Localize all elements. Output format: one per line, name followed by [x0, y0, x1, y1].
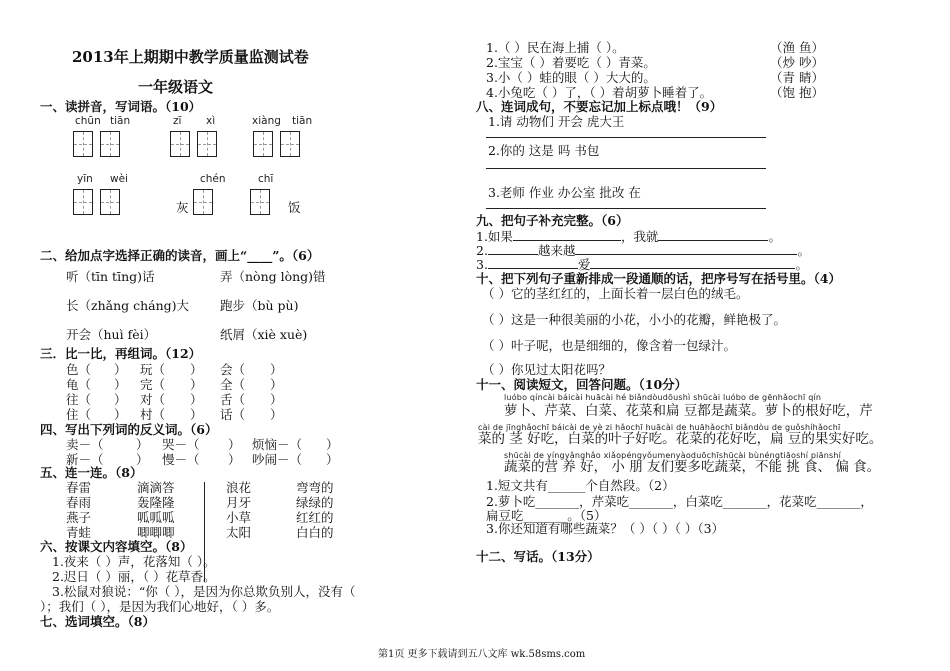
page-title: 2013年上期期中教学质量监测试卷 — [72, 48, 309, 66]
choice-sentence: 2.宝宝（ ）着要吃（ ）青菜。 — [486, 55, 656, 70]
choice-words: （饱 抱） — [770, 85, 824, 100]
choice-words: （青 睛） — [770, 70, 824, 85]
match-item[interactable]: 弯弯的 — [296, 480, 334, 495]
writing-grid[interactable] — [197, 131, 217, 157]
word-cell: 村（ — [140, 407, 166, 422]
match-item[interactable]: 燕子 — [66, 510, 92, 525]
pinyin: xiàng — [252, 115, 281, 127]
fill-line: 1.夜来（ ）声，花落知（ ）。 — [52, 554, 216, 569]
match-item[interactable]: 春雨 — [66, 495, 92, 510]
pinyin: zī — [173, 115, 182, 127]
blank[interactable] — [513, 229, 621, 241]
section-1-heading: 一、读拼音，写词语。（10） — [40, 99, 202, 114]
antonym-item: ） — [136, 437, 149, 452]
writing-grid[interactable] — [170, 131, 190, 157]
antonym-item: 吵闹－（ — [252, 452, 303, 467]
pinyin: tiān — [292, 115, 313, 127]
word-cell: 玩（ — [140, 362, 166, 377]
writing-grid[interactable] — [193, 189, 213, 215]
section-8-heading: 八、连词成句，不要忘记加上标点哦！（9） — [476, 99, 723, 114]
antonym-item: 烦恼－（ — [252, 437, 303, 452]
word-cell: ） — [270, 407, 283, 422]
match-item[interactable]: 滴滴答 — [137, 480, 175, 495]
antonym-item: ） — [136, 452, 149, 467]
pinyin: tiān — [110, 115, 131, 127]
pinyin: wèi — [110, 173, 128, 185]
page-subtitle: 一年级语文 — [138, 78, 214, 96]
word-cell: 住（ — [66, 407, 92, 422]
word-cell: 对（ — [140, 392, 166, 407]
question-2-cont: 扁豆吃_______。（5） — [486, 508, 607, 523]
word-cell: 舌（ — [220, 392, 246, 407]
match-item[interactable]: 呱呱呱 — [137, 510, 175, 525]
word-cell: 色（ — [66, 362, 92, 377]
match-item[interactable]: 绿绿的 — [296, 495, 334, 510]
antonym-item: 哭－（ — [162, 437, 200, 452]
writing-grid[interactable] — [100, 131, 120, 157]
reading-choice[interactable]: 开会（huì fèi） — [66, 327, 157, 342]
page-footer: 第1页 更多下载请到五八文库 wk.58sms.com — [378, 649, 586, 660]
section-5-heading: 五、连一连。（8） — [40, 465, 143, 480]
answer-line — [486, 168, 766, 169]
section-6-heading: 六、按课文内容填空。（8） — [40, 539, 193, 554]
match-item[interactable]: 轰隆隆 — [137, 495, 175, 510]
pinyin-line: luóbo qíncài báicài huācài hé biǎndòudōushì shūcài luóbo de gēnhǎochī qín — [504, 393, 822, 402]
word-cell: ） — [114, 362, 127, 377]
word-cell: 话（ — [220, 407, 246, 422]
word-group: 1.请 动物们 开会 虎大王 — [488, 114, 625, 129]
match-item[interactable]: 唧唧唧 — [137, 525, 175, 540]
fill-line: 3.松鼠对狼说：“你（ ），是因为你总欺负别人，没有（ — [52, 584, 356, 599]
writing-grid[interactable] — [250, 189, 270, 215]
word-cell: ） — [270, 362, 283, 377]
order-sentence: （ ）它的茎红红的，上面长着一层白色的绒毛。 — [482, 286, 749, 301]
writing-grid[interactable] — [280, 131, 300, 157]
question-3: 3.你还知道有哪些蔬菜？（ ）（ ）（ ）（3） — [486, 521, 725, 536]
antonym-item: ） — [228, 437, 241, 452]
word-cell: ） — [190, 407, 203, 422]
pinyin: yīn — [77, 173, 93, 185]
antonym-item: ） — [326, 437, 339, 452]
word-cell: ） — [190, 362, 203, 377]
section-12-heading: 十二、写话。（13分） — [476, 549, 600, 564]
question-2: 2.萝卜吃_______，芹菜吃_______，白菜吃_______，花菜吃_______， — [486, 494, 873, 509]
word-cell: 全（ — [220, 377, 246, 392]
text: 。 — [768, 229, 781, 244]
passage-line: 蔬菜的营 养 好， 小 朋 友们要多吃蔬菜，不能 挑 食、 偏 食。 — [504, 459, 881, 475]
text: 越来越 — [537, 243, 576, 258]
match-item[interactable]: 白白的 — [296, 525, 334, 540]
given-char-hui: 灰 — [176, 200, 189, 215]
match-item[interactable]: 月牙 — [226, 495, 252, 510]
question-1: 1.短文共有______个自然段。（2） — [486, 478, 675, 493]
section-4-heading: 四、写出下列词的反义词。（6） — [40, 422, 218, 437]
section-2-heading: 二、给加点字选择正确的读音，画上“____”。（6） — [40, 248, 320, 263]
word-cell: ） — [270, 377, 283, 392]
match-item[interactable]: 小草 — [226, 510, 252, 525]
passage-line: 萝卜、芹菜、白菜、花菜和扁 豆都是蔬菜。萝卜的根好吃，芹 — [504, 403, 873, 419]
reading-choice[interactable]: 听（tīn tīng)话 — [66, 269, 155, 284]
passage-line: 菜的 茎 好吃，白菜的叶子好吃。花菜的花好吃，扁 豆的果实好吃。 — [478, 431, 883, 447]
text: ，我就 — [620, 229, 659, 244]
text: 3. — [476, 257, 488, 272]
word-cell: 龟（ — [66, 377, 92, 392]
word-group: 2.你的 这是 吗 书包 — [488, 143, 600, 158]
antonym-item: 新－（ — [66, 452, 104, 467]
pinyin-line: cài de jīnghǎochī báicài de yè zi hǎochī huācài de huāhǎochī biǎndòu de guǒshíhǎochī — [478, 423, 841, 432]
writing-grid[interactable] — [253, 131, 273, 157]
pinyin: chūn — [75, 115, 101, 127]
order-sentence: （ ）你见过太阳花吗？ — [482, 362, 611, 377]
blank[interactable] — [658, 229, 768, 241]
choice-sentence: 4.小兔吃（ ）了，（ ）着胡萝卜睡着了。 — [486, 85, 713, 100]
word-cell: ） — [190, 377, 203, 392]
text: 。 — [797, 243, 810, 258]
reading-choice[interactable]: 纸屑（xiè xuè) — [220, 327, 308, 342]
word-cell: 完（ — [140, 377, 166, 392]
word-cell: ） — [114, 392, 127, 407]
match-item[interactable]: 浪花 — [226, 480, 252, 495]
section-9-heading: 九、把句子补充完整。（6） — [476, 213, 629, 228]
writing-grid[interactable] — [73, 131, 93, 157]
answer-line — [486, 137, 766, 138]
writing-grid[interactable] — [73, 189, 93, 215]
antonym-item: 慢－（ — [162, 452, 200, 467]
antonym-item: ） — [228, 452, 241, 467]
choice-words: （炒 吵） — [770, 55, 824, 70]
text: 2. — [476, 243, 488, 258]
writing-grid[interactable] — [100, 189, 120, 215]
text: 爱 — [577, 257, 591, 272]
choice-words: （渔 鱼） — [770, 40, 824, 55]
given-char-fan: 饭 — [288, 200, 301, 215]
text: 。 — [795, 257, 808, 272]
order-sentence: （ ）叶子呢，也是细细的，像含着一包绿汁。 — [482, 338, 736, 353]
choice-sentence: 3.小（ ）蛙的眼（ ）大大的。 — [486, 70, 656, 85]
order-sentence: （ ）这是一种很美丽的小花，小小的花瓣，鲜艳极了。 — [482, 312, 786, 327]
word-cell: ） — [114, 377, 127, 392]
reading-choice[interactable]: 弄（nòng lòng)错 — [220, 269, 326, 284]
reading-choice[interactable]: 长（zhǎng cháng)大 — [66, 298, 190, 313]
pinyin: xì — [206, 115, 216, 127]
match-item[interactable]: 太阳 — [226, 525, 252, 540]
word-cell: 会（ — [220, 362, 246, 377]
text: 1.如果 — [476, 229, 513, 244]
pinyin: chén — [200, 173, 226, 185]
blank[interactable] — [488, 257, 578, 269]
choice-sentence: 1.（ ）民在海上捕（ ）。 — [486, 40, 625, 55]
word-cell: ） — [270, 392, 283, 407]
section-3-heading: 三．比一比，再组词。（12） — [40, 346, 202, 361]
reading-choice[interactable]: 跑步（bù pù) — [220, 298, 299, 313]
fill-line: 2.迟日（ ）丽，（ ）花草香。 — [52, 569, 216, 584]
word-cell: 往（ — [66, 392, 92, 407]
antonym-item: ） — [326, 452, 339, 467]
section-11-heading: 十一、阅读短文，回答问题。（10分） — [476, 377, 688, 392]
pinyin-line: shūcài de yíngyǎnghǎo xiǎopéngyǒumenyàoduōchīshūcài bùnéngtiāoshí piānshí — [504, 451, 842, 460]
match-item[interactable]: 春雷 — [66, 480, 92, 495]
blank[interactable] — [575, 243, 797, 255]
match-item[interactable]: 红红的 — [296, 510, 334, 525]
blank[interactable] — [488, 243, 538, 255]
blank[interactable] — [590, 257, 795, 269]
match-item[interactable]: 青蛙 — [66, 525, 92, 540]
section-7-heading: 七、选词填空。（8） — [40, 614, 155, 629]
antonym-item: 卖－（ — [66, 437, 104, 452]
word-group: 3.老师 作业 办公室 批改 在 — [488, 185, 641, 200]
fill-line: ）；我们（ ），是因为我们心地好，（ ）多。 — [40, 599, 280, 614]
section-10-heading: 十、把下列句子重新排成一段通顺的话，把序号写在括号里。（4） — [476, 271, 841, 286]
word-cell: ） — [114, 407, 127, 422]
pinyin: chī — [258, 173, 274, 185]
answer-line — [486, 208, 766, 209]
word-cell: ） — [190, 392, 203, 407]
